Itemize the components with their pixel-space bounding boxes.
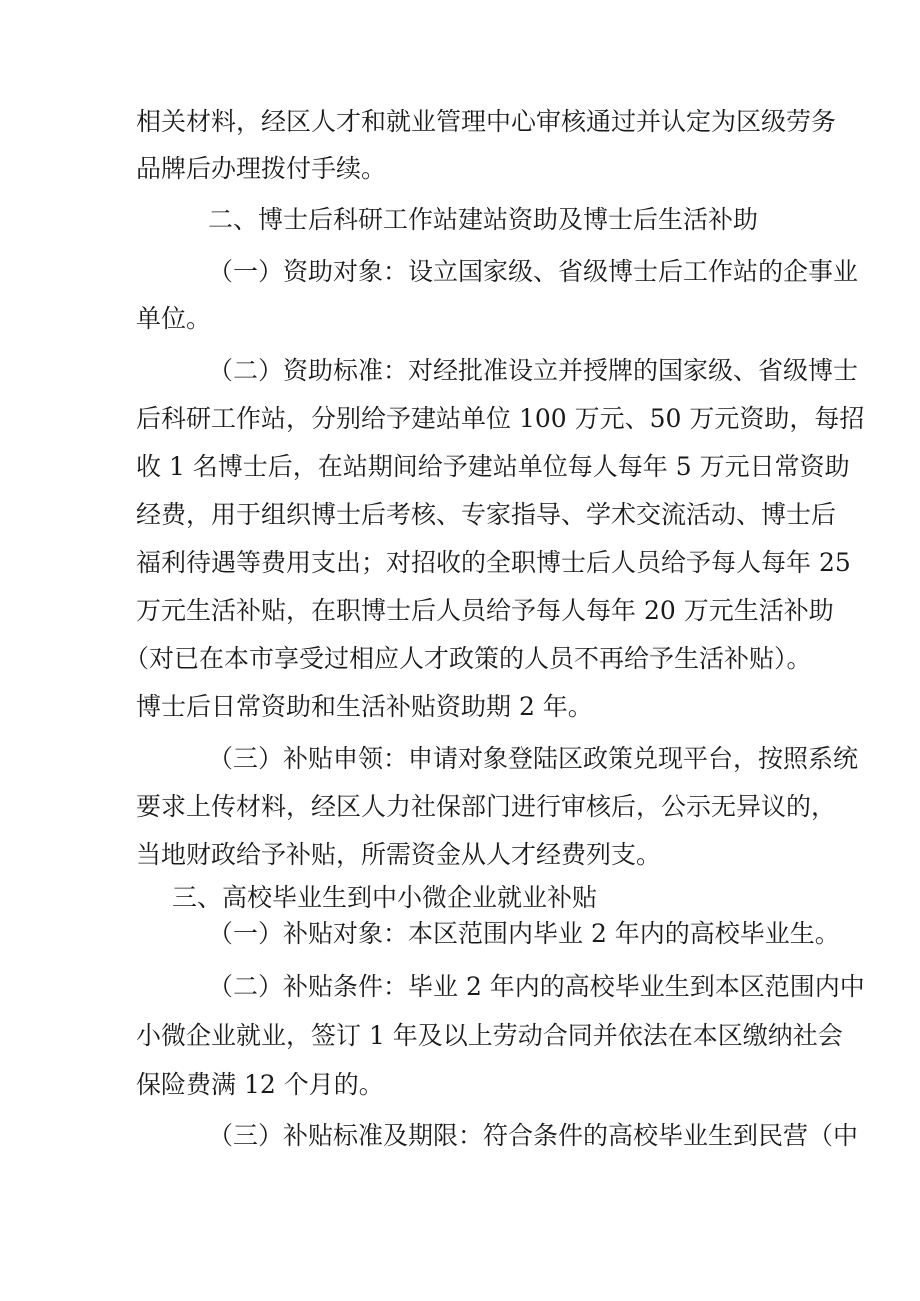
paragraph-line: 当地财政给予补贴，所需资金从人才经费列支。 <box>136 840 662 869</box>
paragraph-line: （一）资助对象：设立国家级、省级博士后工作站的企事业 <box>208 257 859 286</box>
paragraph-line: 万元生活补贴，在职博士后人员给予每人每年 20 万元生活补助 <box>136 596 834 625</box>
paragraph-line: 单位。 <box>136 304 212 333</box>
paragraph-line: 博士后日常资助和生活补贴资助期 2 年。 <box>136 692 593 721</box>
paragraph-line: 小微企业就业，签订 1 年及以上劳动合同并依法在本区缴纳社会 <box>136 1021 843 1050</box>
paragraph-line: 相关材料，经区人才和就业管理中心审核通过并认定为区级劳务 <box>136 107 837 136</box>
paragraph-line: 经费，用于组织博士后考核、专家指导、学术交流活动、博士后 <box>136 500 837 529</box>
paragraph-line: （对已在本市享受过相应人才政策的人员不再给予生活补贴）。 <box>124 644 812 673</box>
paragraph-line: 福利待遇等费用支出；对招收的全职博士后人员给予每人每年 25 <box>136 548 851 577</box>
paragraph-line: 保险费满 12 个月的。 <box>136 1070 384 1099</box>
paragraph-line: （一）补贴对象：本区范围内毕业 2 年内的高校毕业生。 <box>208 919 840 948</box>
paragraph-line: （二）资助标准：对经批准设立并授牌的国家级、省级博士 <box>208 356 859 385</box>
paragraph-line: 要求上传材料，经区人力社保部门进行审核后，公示无异议的， <box>136 792 837 821</box>
section-heading: 三、高校毕业生到中小微企业就业补贴 <box>172 883 598 912</box>
paragraph-line: （三）补贴申领：申请对象登陆区政策兑现平台，按照系统 <box>208 744 859 773</box>
paragraph-line: （二）补贴条件：毕业 2 年内的高校毕业生到本区范围内中 <box>208 972 865 1001</box>
paragraph-line: 后科研工作站，分别给予建站单位 100 万元、50 万元资助，每招 <box>136 404 865 433</box>
paragraph-line: 收 1 名博士后，在站期间给予建站单位每人每年 5 万元日常资助 <box>136 452 850 481</box>
paragraph-line: 品牌后办理拨付手续。 <box>136 154 387 183</box>
paragraph-line: （三）补贴标准及期限：符合条件的高校毕业生到民营（中 <box>208 1121 859 1150</box>
section-heading: 二、博士后科研工作站建站资助及博士后生活补助 <box>208 205 759 234</box>
